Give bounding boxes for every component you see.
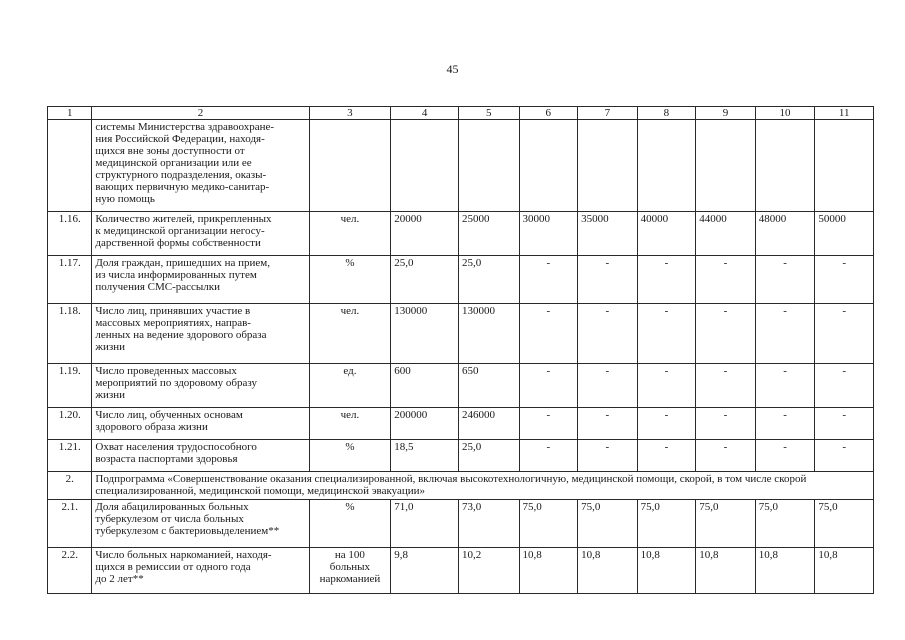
value-cell: - [696,304,756,364]
indicator-name: Число больных наркоманией, находя- щихся в ремиссии от одного года до 2 лет** [92,548,309,594]
value-cell: 10,8 [578,548,638,594]
indicator-name: Охват населения трудоспособного возраста паспортами здоровья [92,440,309,472]
row-number: 1.18. [48,304,92,364]
indicator-row [48,212,874,256]
value-cell: - [755,256,815,304]
value-cell: 30000 [519,212,578,256]
value-cell: 75,0 [578,500,638,548]
row-number: 1.17. [48,256,92,304]
value-cell [637,120,696,212]
unit-of-measure: ед. [309,364,391,408]
unit-of-measure [309,120,391,212]
value-cell: 50000 [815,212,874,256]
value-cell: 10,2 [458,548,519,594]
value-cell: - [637,408,696,440]
value-cell: 71,0 [391,500,459,548]
indicator-row [48,364,874,408]
indicator-row [48,440,874,472]
indicator-name: Доля граждан, пришедших на прием, из числа информированных путем получения СМС-рассылки [92,256,309,304]
header-cell: 1 [48,107,92,120]
header-cell: 6 [519,107,578,120]
value-cell: - [815,256,874,304]
value-cell: - [696,408,756,440]
header-cell: 3 [309,107,391,120]
row-number: 1.21. [48,440,92,472]
value-cell: 25,0 [458,440,519,472]
value-cell: - [519,304,578,364]
header-cell: 4 [391,107,459,120]
value-cell: - [815,364,874,408]
header-cell: 8 [637,107,696,120]
row-number: 2.2. [48,548,92,594]
value-cell: 650 [458,364,519,408]
header-cell: 10 [755,107,815,120]
value-cell: 75,0 [696,500,756,548]
unit-of-measure: % [309,440,391,472]
value-cell [458,120,519,212]
value-cell: 10,8 [815,548,874,594]
unit-of-measure: на 100 больных наркоманией [309,548,391,594]
value-cell: 600 [391,364,459,408]
value-cell [815,120,874,212]
header-cell: 2 [92,107,309,120]
value-cell: 75,0 [637,500,696,548]
value-cell: - [637,256,696,304]
header-cell: 11 [815,107,874,120]
row-number: 1.16. [48,212,92,256]
value-cell: 25000 [458,212,519,256]
indicator-name: Число лиц, обученных основам здорового образа жизни [92,408,309,440]
value-cell: - [578,440,638,472]
value-cell [391,120,459,212]
value-cell: 10,8 [696,548,756,594]
header-cell: 5 [458,107,519,120]
row-number [48,120,92,212]
value-cell [696,120,756,212]
value-cell: 73,0 [458,500,519,548]
row-number: 1.20. [48,408,92,440]
unit-of-measure: чел. [309,212,391,256]
value-cell: 75,0 [519,500,578,548]
indicator-row [48,500,874,548]
value-cell: 9,8 [391,548,459,594]
value-cell: - [637,440,696,472]
indicator-name: Число лиц, принявших участие в массовых мероприятиях, направ- ленных на ведение здорового образа жизни [92,304,309,364]
value-cell: - [578,408,638,440]
value-cell: 10,8 [519,548,578,594]
value-cell: - [696,256,756,304]
value-cell: - [519,256,578,304]
indicator-name: системы Министерства здравоохране- ния Российской Федерации, находя- щихся вне зоны доступности от медицинской организации или ее структурного подразделения, оказы- вающих первичную медико-санитар- ную помощь [92,120,309,212]
indicator-name: Число проведенных массовых мероприятий по здоровому образу жизни [92,364,309,408]
unit-of-measure: чел. [309,408,391,440]
value-cell: 200000 [391,408,459,440]
header-cell: 7 [578,107,638,120]
value-cell: - [755,364,815,408]
value-cell: 25,0 [391,256,459,304]
indicator-row [48,548,874,594]
value-cell: 10,8 [637,548,696,594]
unit-of-measure: % [309,500,391,548]
indicator-name: Количество жителей, прикрепленных к медицинской организации негосу- дарственной формы собственности [92,212,309,256]
value-cell: - [755,408,815,440]
subprogram-title: Подпрограмма «Совершенствование оказания специализированной, включая высокотехнологичную, медицинской помощи, скорой, в том числе скорой специализированной, медицинской помощи, медицинской эвакуации» [92,472,874,500]
value-cell: - [696,440,756,472]
indicator-row [48,408,874,440]
value-cell: 48000 [755,212,815,256]
header-cell: 9 [696,107,756,120]
value-cell: - [519,408,578,440]
value-cell: - [578,304,638,364]
page-number: 45 [446,62,459,76]
value-cell: 18,5 [391,440,459,472]
value-cell: - [755,440,815,472]
value-cell: - [519,440,578,472]
unit-of-measure: чел. [309,304,391,364]
unit-of-measure: % [309,256,391,304]
value-cell: - [755,304,815,364]
value-cell: 40000 [637,212,696,256]
value-cell: 130000 [458,304,519,364]
value-cell: 25,0 [458,256,519,304]
value-cell: 20000 [391,212,459,256]
value-cell: - [696,364,756,408]
value-cell: - [578,364,638,408]
indicator-row [48,256,874,304]
value-cell: 44000 [696,212,756,256]
value-cell: - [519,364,578,408]
value-cell: 75,0 [755,500,815,548]
indicators-table [47,106,874,594]
indicator-name: Доля абацилированных больных туберкулезом от числа больных туберкулезом с бактериовыделением** [92,500,309,548]
row-number: 2.1. [48,500,92,548]
value-cell: 246000 [458,408,519,440]
value-cell: 10,8 [755,548,815,594]
value-cell: - [815,440,874,472]
indicator-row [48,304,874,364]
value-cell: 130000 [391,304,459,364]
column-number-header [48,107,874,120]
value-cell: 75,0 [815,500,874,548]
value-cell [519,120,578,212]
value-cell: - [578,256,638,304]
value-cell: - [637,304,696,364]
row-number: 2. [48,472,92,500]
row-number: 1.19. [48,364,92,408]
value-cell: - [815,304,874,364]
value-cell [755,120,815,212]
value-cell: - [637,364,696,408]
value-cell: 35000 [578,212,638,256]
value-cell [578,120,638,212]
value-cell: - [815,408,874,440]
continued-row [48,120,874,212]
subprogram-row [48,472,874,500]
